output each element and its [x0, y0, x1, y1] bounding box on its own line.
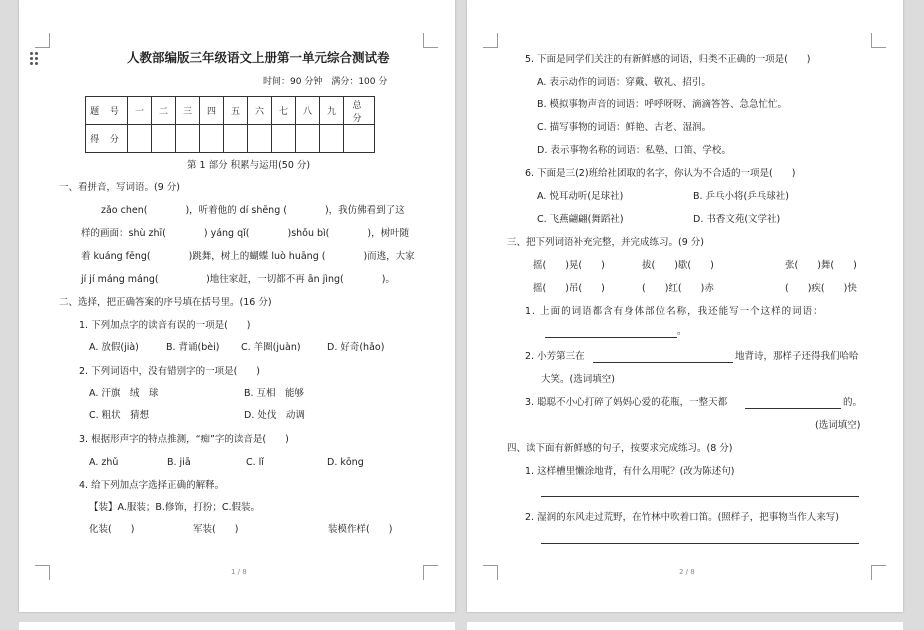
score-cell: [272, 125, 296, 153]
option: C. 羊圈(juàn): [241, 342, 301, 353]
option: D. 好奇(hǎo): [327, 342, 385, 353]
document-page-2: [467, 0, 903, 612]
option: A. zhǔ: [89, 457, 119, 468]
page-corner-mark: [483, 565, 498, 580]
page-corner-mark: [423, 33, 438, 48]
question-1-line: 着 kuáng fēng( )跳舞，树上的蝴蝶 luò huāng ( )而逃，大家: [81, 251, 415, 262]
question-4-heading: 四、读下面有新鲜感的句子，按要求完成练习。(8 分): [507, 443, 733, 454]
score-table-header-cell: 八: [296, 97, 320, 125]
question-3-part-2: 2. 小芳第三在: [525, 351, 585, 362]
page-number: 1 / 8: [231, 568, 247, 576]
part-heading: 第 1 部分 积累与运用(50 分): [187, 160, 311, 171]
answer-line[interactable]: [541, 543, 859, 544]
question-2-item-6: 6. 下面是三(2)班给社团取的名字，你认为不合适的一项是( ): [525, 168, 796, 179]
question-2-item-5: 5. 下面是同学们关注的有新鲜感的词语，归类不正确的一项是( ): [525, 54, 811, 65]
question-1-line: jí jí máng máng( )地往家赶，一切都不再 ān jìng( )。: [81, 274, 395, 285]
score-table-header-cell: 九: [320, 97, 344, 125]
question-3-part-3-cont: 的。: [843, 397, 863, 408]
answer-line[interactable]: [545, 337, 677, 338]
score-cell: [152, 125, 176, 153]
score-table-header-cell: 二: [152, 97, 176, 125]
word-blank: 摇( )晃( ): [533, 260, 605, 271]
question-2-item-1: 1. 下列加点字的读音有误的一项是( ): [79, 320, 251, 331]
score-cell: [320, 125, 344, 153]
question-1-line: zǎo chen( )，听着他的 dí shēng ( )，我仿佛看到了这: [101, 205, 405, 216]
option: B. jiā: [167, 457, 191, 468]
question-3-heading: 三、把下列词语补充完整，并完成练习。(9 分): [507, 237, 704, 248]
score-cell: [128, 125, 152, 153]
question-4-part-2: 2. 湿润的东风走过荒野，在竹林中吹着口笛。(照样子，把事物当作人来写): [525, 512, 839, 523]
document-page-1: [19, 0, 455, 612]
score-table: [85, 96, 375, 153]
answer-line[interactable]: [541, 496, 859, 497]
page-corner-mark: [871, 33, 886, 48]
score-table-header-cell: 三: [176, 97, 200, 125]
page-corner-mark: [35, 565, 50, 580]
punctuation: 。: [677, 326, 687, 337]
definition: 【装】A.服装；B.修饰，打扮；C.假装。: [89, 502, 261, 513]
question-3-part-2-cont: 地背诗，那样子还得我们哈哈: [735, 351, 859, 362]
question-1-heading: 一、看拼音，写词语。(9 分): [59, 182, 180, 193]
next-page-edge: [19, 622, 455, 630]
score-table-row-label: 得 分: [86, 125, 128, 153]
question-1-line: 样的画面：shù zhī( ) yáng qǐ( )shǒu bì( )，树叶随: [81, 228, 410, 239]
option: B. 互相 能够: [244, 388, 305, 399]
answer-item: 装模作样( ): [328, 524, 393, 535]
word-blank: 拔( )歇( ): [642, 260, 714, 271]
option: B. 背诵(bèi): [166, 342, 220, 353]
question-4-part-1: 1. 这样槽里懒涂地背，有什么用呢？(改为陈述句): [525, 466, 735, 477]
next-page-edge: [467, 622, 903, 630]
option: C. 描写事物的词语：鲜艳、古老、湿润。: [537, 122, 712, 133]
page-corner-mark: [423, 565, 438, 580]
word-blank: 摇( )吊( ): [533, 283, 605, 294]
page-corner-mark: [871, 565, 886, 580]
word-blank: 张( )舞( ): [785, 260, 857, 271]
page-corner-mark: [35, 33, 50, 48]
score-table-header-cell: 六: [248, 97, 272, 125]
score-table-header-cell: 四: [200, 97, 224, 125]
question-2-heading: 二、选择，把正确答案的序号填在括号里。(16 分): [59, 297, 272, 308]
time-info: 时间：90 分钟 满分：100 分: [263, 77, 388, 87]
question-2-item-2: 2. 下列词语中，没有错别字的一项是( ): [79, 366, 260, 377]
option: B. 模拟事物声音的词语：呼呼呀呀、滴滴答答、急急忙忙。: [537, 99, 788, 110]
answer-line[interactable]: [745, 408, 841, 409]
question-2-item-3: 3. 根据形声字的特点推测，“痴”字的读音是( ): [79, 434, 289, 445]
question-3-part-2-cont: 大笑。(选词填空): [541, 374, 615, 385]
question-3-part-1: 1. 上面的词语都含有身体部位名称，我还能写一个这样的词语：: [525, 306, 824, 317]
answer-item: 军装( ): [193, 524, 239, 535]
question-2-item-4: 4. 给下列加点字选择正确的解释。: [79, 480, 225, 491]
question-3-part-3: 3. 聪聪不小心打碎了妈妈心爱的花瓶，一整天都: [525, 397, 728, 408]
option: C. lǐ: [246, 457, 264, 468]
word-blank: ( )红( )赤: [642, 283, 714, 294]
option: A. 悦耳动听(足球社): [537, 191, 624, 202]
score-cell: [248, 125, 272, 153]
option: D. 书香文苑(文学社): [693, 214, 781, 225]
drag-handle-icon[interactable]: [30, 52, 38, 66]
score-cell: [296, 125, 320, 153]
question-3-part-3-note: (选词填空): [815, 420, 861, 431]
score-table-header-cell: 题 号: [86, 97, 128, 125]
answer-item: 化装( ): [89, 524, 135, 535]
score-cell: [344, 125, 375, 153]
score-table-header-cell: 总 分: [344, 97, 375, 125]
page-corner-mark: [483, 33, 498, 48]
score-table-header-cell: 七: [272, 97, 296, 125]
score-cell: [176, 125, 200, 153]
option: D. 表示事物名称的词语：私塾、口笛、学校。: [537, 145, 731, 156]
score-table-header-cell: 一: [128, 97, 152, 125]
option: C. 粗状 猜想: [89, 410, 150, 421]
option: A. 表示动作的词语：穿戴、敬礼、招引。: [537, 77, 711, 88]
score-table-header-cell: 五: [224, 97, 248, 125]
option: A. 汗旗 绒 球: [89, 388, 159, 399]
option: D. 处伐 动调: [244, 410, 305, 421]
score-cell: [200, 125, 224, 153]
option: D. kōng: [327, 457, 364, 468]
page-title: 人教部编版三年级语文上册第一单元综合测试卷: [127, 50, 390, 65]
answer-line[interactable]: [593, 362, 733, 363]
option: A. 放假(jià): [89, 342, 139, 353]
score-cell: [224, 125, 248, 153]
word-blank: ( )疾( )快: [785, 283, 857, 294]
page-number: 2 / 8: [679, 568, 695, 576]
option: B. 乒乓小将(乒乓球社): [693, 191, 789, 202]
option: C. 飞燕翩翩(舞蹈社): [537, 214, 624, 225]
